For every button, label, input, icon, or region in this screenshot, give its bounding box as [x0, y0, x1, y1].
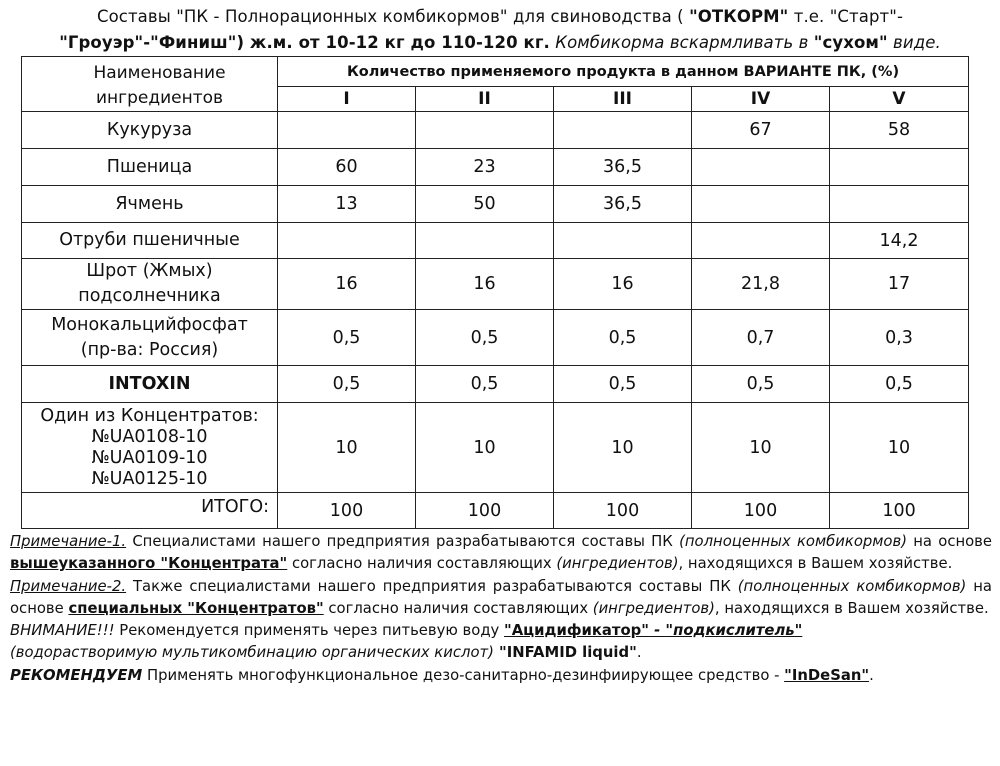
value-cell: 50	[416, 186, 554, 223]
title-otkorm: "ОТКОРМ"	[689, 7, 789, 26]
special-concentrates-link[interactable]: специальных "Концентратов"	[68, 599, 324, 617]
value-cell: 10	[416, 403, 554, 493]
value-cell: 16	[278, 259, 416, 310]
note-2: Примечание-2. Также специалистами нашего предприятия разрабатываются составы ПК (полноценных комбикормов) на основе специальных "Концентратов" согласно наличия составляющих (ингредиентов), находящихся в Вашем хозяйстве.	[10, 577, 992, 617]
table-row	[22, 366, 969, 403]
ingredient-name: INTOXIN	[22, 366, 278, 403]
table-row	[22, 403, 969, 493]
value-cell: 21,8	[692, 259, 830, 310]
value-cell: 100	[278, 493, 416, 529]
acidifier-link[interactable]: "Ацидификатор"	[504, 622, 649, 640]
value-cell	[278, 112, 416, 149]
title-line-1: Составы "ПК - Полнорационных комбикормов" для свиноводства ( "ОТКОРМ" т.е. "Старт"-	[96, 7, 903, 26]
value-cell: 100	[416, 493, 554, 529]
value-cell: 0,7	[692, 310, 830, 366]
note-1-label: Примечание-1.	[10, 533, 127, 550]
table-row	[22, 149, 969, 186]
table-row	[22, 186, 969, 223]
value-cell: 100	[692, 493, 830, 529]
table-row	[22, 310, 969, 366]
value-cell	[554, 112, 692, 149]
document-title	[0, 4, 1000, 56]
value-cell	[692, 149, 830, 186]
ingredient-name: Ячмень	[22, 186, 278, 223]
recommendation-note: РЕКОМЕНДУЕМ Применять многофункциональное дезо-санитарно-дезинфиирующее средство - "InDeSan".	[10, 666, 874, 684]
value-cell: 36,5	[554, 186, 692, 223]
header-variant-1: I	[278, 87, 416, 112]
value-cell: 0,5	[692, 366, 830, 403]
value-cell	[692, 223, 830, 259]
value-cell	[278, 223, 416, 259]
ingredient-name: Отруби пшеничные	[22, 223, 278, 259]
value-cell	[416, 223, 554, 259]
value-cell: 0,5	[830, 366, 969, 403]
indesan-link[interactable]: "InDeSan"	[784, 666, 870, 684]
infamid-product: "INFAMID liquid"	[493, 644, 637, 662]
value-cell: 10	[692, 403, 830, 493]
value-cell: 100	[554, 493, 692, 529]
value-cell: 0,3	[830, 310, 969, 366]
recommendation-label: РЕКОМЕНДУЕМ	[10, 666, 143, 684]
table-row	[22, 112, 969, 149]
ingredient-name: Один из Концентратов: №UA0108-10 №UA0109-10 №UA0125-10	[22, 403, 278, 493]
value-cell: 0,5	[416, 366, 554, 403]
value-cell: 16	[416, 259, 554, 310]
title-grower: "Гроуэр"-"Финиш") ж.м. от 10-12 кг до 110-120 кг.	[59, 33, 550, 52]
value-cell: 10	[830, 403, 969, 493]
header-variant-2: II	[416, 87, 554, 112]
value-cell	[830, 186, 969, 223]
attention-note: ВНИМАНИЕ!!! Рекомендуется применять через питьевую воду "Ацидификатор" - "подкислитель" (водорастворимую мультикомбинацию органических кислот) "INFAMID liquid".	[10, 622, 803, 662]
value-cell: 0,5	[554, 366, 692, 403]
table-row-total	[22, 493, 969, 529]
value-cell: 23	[416, 149, 554, 186]
value-cell: 60	[278, 149, 416, 186]
value-cell: 67	[692, 112, 830, 149]
ingredient-name: Пшеница	[22, 149, 278, 186]
notes-section	[10, 531, 992, 687]
value-cell	[416, 112, 554, 149]
value-cell: 14,2	[830, 223, 969, 259]
header-variant-3: III	[554, 87, 692, 112]
attention-label: ВНИМАНИЕ!!!	[10, 622, 115, 640]
concentrate-link[interactable]: вышеуказанного "Концентрата"	[10, 555, 288, 573]
title-line-2: "Гроуэр"-"Финиш") ж.м. от 10-12 кг до 110-120 кг. Комбикорма вскармливать в "сухом" виде.	[59, 33, 941, 52]
header-ingredient-name: Наименование ингредиентов	[22, 57, 278, 112]
value-cell: 0,5	[554, 310, 692, 366]
value-cell	[554, 223, 692, 259]
header-variant-4: IV	[692, 87, 830, 112]
header-variant-5: V	[830, 87, 969, 112]
table-row	[22, 259, 969, 310]
value-cell: 0,5	[278, 310, 416, 366]
value-cell: 16	[554, 259, 692, 310]
note-1: Примечание-1. Специалистами нашего предприятия разрабатываются составы ПК (полноценных комбикормов) на основе вышеуказанного "Концентрата" согласно наличия составляющих (ингредиентов), находящихся в Вашем хозяйстве.	[10, 533, 993, 573]
value-cell: 17	[830, 259, 969, 310]
header-quantity: Количество применяемого продукта в данном ВАРИАНТЕ ПК, (%)	[278, 57, 969, 87]
value-cell: 10	[278, 403, 416, 493]
value-cell	[830, 149, 969, 186]
value-cell: 13	[278, 186, 416, 223]
value-cell	[692, 186, 830, 223]
value-cell: 10	[554, 403, 692, 493]
value-cell: 0,5	[416, 310, 554, 366]
title-dry: "сухом"	[813, 33, 888, 52]
table-row	[22, 223, 969, 259]
acidulant-link[interactable]: "подкислитель"	[665, 622, 803, 640]
value-cell: 0,5	[278, 366, 416, 403]
composition-table	[21, 56, 969, 529]
ingredient-name: Кукуруза	[22, 112, 278, 149]
value-cell: 58	[830, 112, 969, 149]
note-2-label: Примечание-2.	[10, 577, 127, 595]
ingredient-name: Шрот (Жмых) подсолнечника	[22, 259, 278, 310]
value-cell: 36,5	[554, 149, 692, 186]
total-label: ИТОГО:	[22, 493, 278, 529]
ingredient-name: Монокальцийфосфат (пр-ва: Россия)	[22, 310, 278, 366]
value-cell: 100	[830, 493, 969, 529]
